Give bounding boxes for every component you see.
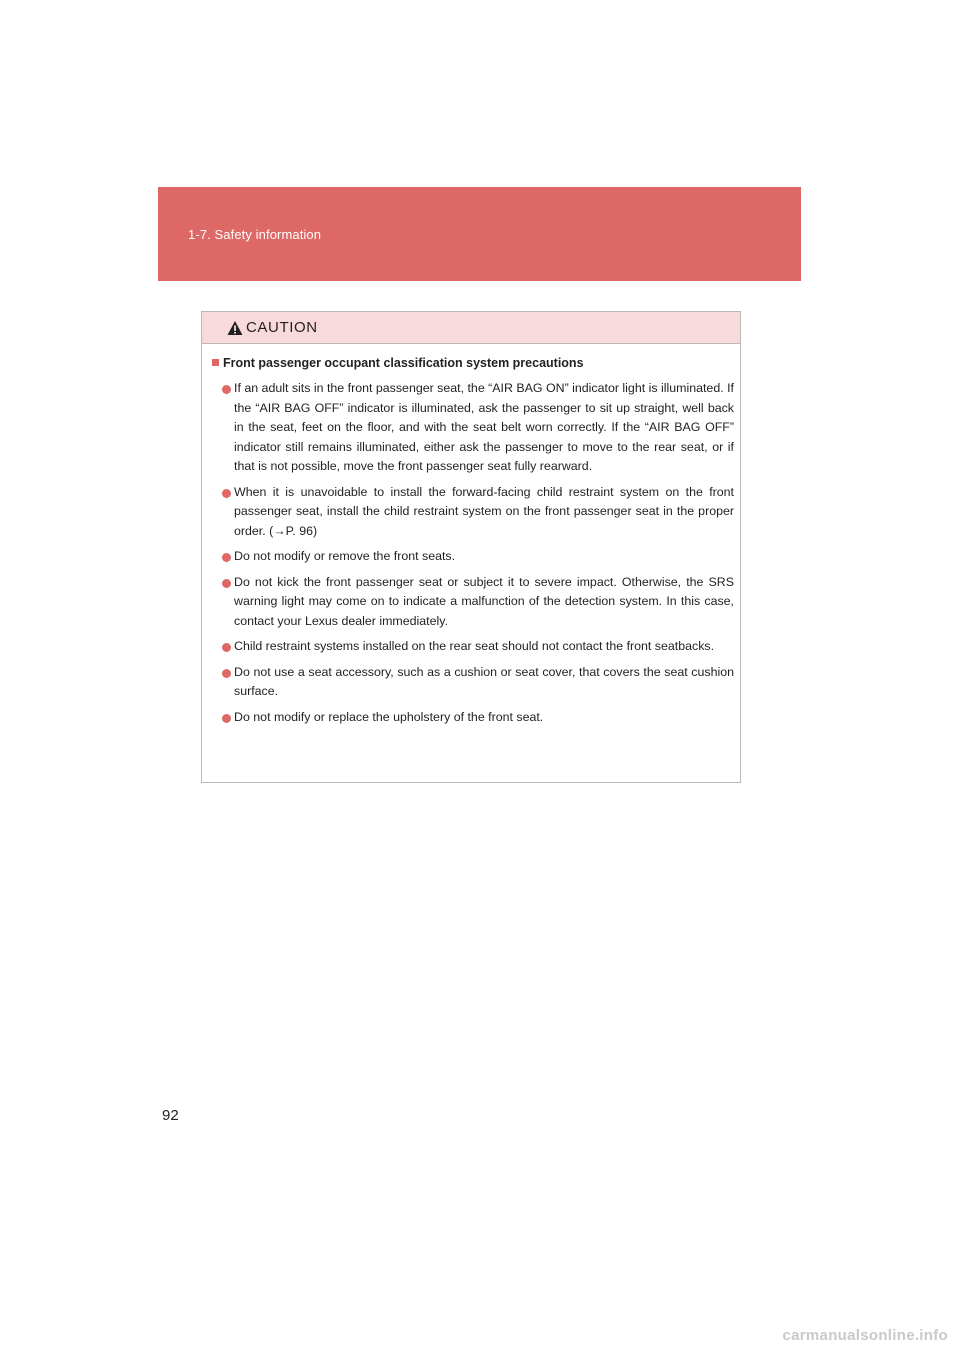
list-item — [212, 547, 734, 567]
caution-subhead — [212, 356, 734, 370]
caution-box — [201, 311, 741, 783]
list-item-text: When it is unavoidable to install the forward-facing child restraint system on the front passenger seat, install the child restraint system on the front passenger seat in the proper order. (→P. 96) — [234, 484, 734, 538]
bullet-dot-icon — [222, 385, 231, 394]
bullet-dot-icon — [222, 669, 231, 678]
list-item-text: If an adult sits in the front passenger seat, the “AIR BAG ON” indicator light is illuminated. If the “AIR BAG OFF” indicator is illuminated, ask the passenger to sit up straight, well back in the seat, feet on the floor, and with the seat belt worn correctly. If the “AIR BAG OFF” indicator still remains illuminated, either ask the passenger to move to the rear seat, or if that is not possible, move the front passenger seat fully rearward. — [234, 381, 734, 473]
bullet-dot-icon — [222, 714, 231, 723]
list-item-text: Do not modify or remove the front seats. — [234, 549, 456, 563]
section-header-band — [158, 187, 801, 281]
caution-title: CAUTION — [246, 319, 318, 336]
list-item — [212, 379, 734, 477]
bullet-dot-icon — [222, 579, 231, 588]
bullet-dot-icon — [222, 643, 231, 652]
caution-body — [202, 344, 740, 727]
warning-triangle-icon — [227, 320, 243, 336]
list-item — [212, 637, 734, 657]
list-item-text: Child restraint systems installed on the rear seat should not contact the front seatbacks. — [234, 639, 715, 653]
caution-subhead-text: Front passenger occupant classification system precautions — [223, 356, 584, 370]
bullet-dot-icon — [222, 553, 231, 562]
list-item-text: Do not use a seat accessory, such as a cushion or seat cover, that covers the seat cushion surface. — [234, 664, 734, 698]
list-item — [212, 663, 734, 702]
list-item-text: Do not kick the front passenger seat or subject it to severe impact. Otherwise, the SRS warning light may come on to indicate a malfunction of the detection system. In this case, contact your Lexus dealer immediately. — [234, 574, 734, 628]
square-bullet-icon — [212, 359, 219, 366]
page-number: 92 — [162, 1107, 179, 1124]
footer-watermark[interactable]: carmanualsonline.info — [782, 1327, 948, 1344]
list-item — [212, 483, 734, 542]
section-title: 1-7. Safety information — [188, 227, 322, 242]
caution-header — [202, 312, 740, 344]
list-item-text: Do not modify or replace the upholstery of the front seat. — [234, 709, 544, 724]
list-item — [212, 573, 734, 632]
list-item — [212, 708, 734, 728]
bullet-dot-icon — [222, 489, 231, 498]
